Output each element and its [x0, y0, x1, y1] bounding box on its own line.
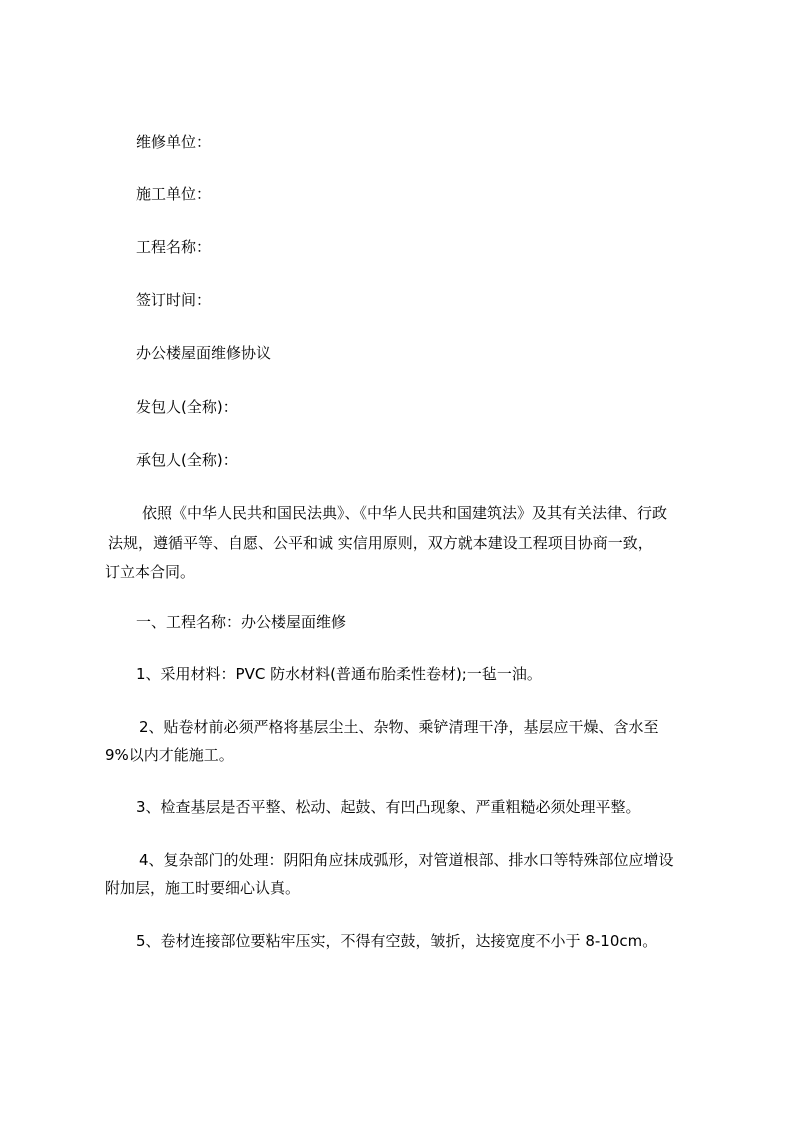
clause-4-line-2: 附加层，施工时要细心认真。 [105, 879, 301, 897]
clause-2-line-2: 9%以内才能施工。 [105, 746, 234, 764]
preamble-line-3: 订立本合同。 [105, 563, 196, 581]
clause-1: 1、采用材料：PVC 防水材料(普通布胎柔性卷材);一毡一油。 [136, 665, 542, 683]
signing-time-field: 签订时间： [136, 291, 212, 309]
clause-4-line-1: 4、复杂部门的处理：阴阳角应抹成弧形，对管道根部、排水口等特殊部位应增设 [139, 851, 674, 869]
clause-3: 3、检查基层是否平整、松动、起鼓、有凹凸现象、严重粗糙必须处理平整。 [136, 798, 641, 816]
preamble-line-1: 依照《中华人民共和国民法典》、《中华人民共和国建筑法》及其有关法律、行政 [142, 504, 668, 522]
construction-unit-field: 施工单位： [136, 185, 212, 203]
project-name-field: 工程名称： [136, 238, 212, 256]
clause-2-line-1: 2、贴卷材前必须严格将基层尘土、杂物、乘铲清理干净，基层应干燥、含水至 [139, 718, 659, 736]
clause-5: 5、卷材连接部位要粘牢压实，不得有空鼓，皱折，达接宽度不小于 8-10cm。 [136, 932, 658, 950]
agreement-title: 办公楼屋面维修协议 [136, 344, 272, 362]
section-1-heading: 一、工程名称：办公楼屋面维修 [136, 613, 347, 631]
employer-field: 发包人(全称)： [136, 398, 238, 416]
maintenance-unit-field: 维修单位： [136, 133, 212, 151]
contractor-field: 承包人(全称)： [136, 451, 238, 469]
preamble-line-2: 法规，遵循平等、自愿、公平和诚 实信用原则，双方就本建设工程项目协商一致， [108, 534, 653, 552]
